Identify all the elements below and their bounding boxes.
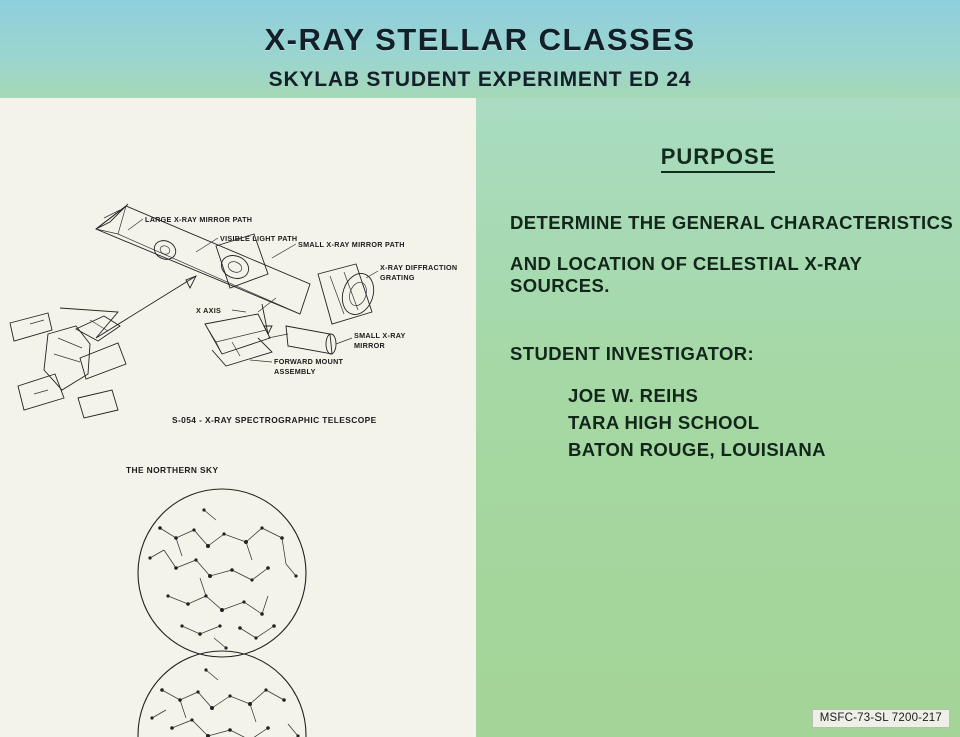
investigator-city: BATON ROUGE, LOUISIANA (568, 439, 826, 460)
investigator-details (510, 385, 960, 461)
callout-small-xray-mirror-line1: SMALL X-RAY (354, 331, 406, 340)
northern-sky-stars (148, 508, 297, 649)
telescope-assembly-sketch (96, 204, 379, 366)
northern-sky-chart (138, 489, 306, 657)
purpose-panel (476, 98, 960, 737)
investigator-label: STUDENT INVESTIGATOR: (510, 343, 755, 364)
purpose-line-2: AND LOCATION OF CELESTIAL X-RAY SOURCES. (510, 253, 862, 296)
purpose-body (476, 212, 960, 297)
callout-small-xray-mirror-path: SMALL X-RAY MIRROR PATH (298, 240, 405, 249)
investigator-school: TARA HIGH SCHOOL (568, 412, 760, 433)
southern-sky-chart (136, 651, 306, 737)
investigator-block (476, 343, 960, 461)
investigator-name: JOE W. REIHS (568, 385, 699, 406)
callout-xray-diffraction-grating-line1: X-RAY DIFFRACTION (380, 263, 458, 272)
page-title: X-RAY STELLAR CLASSES (264, 22, 696, 57)
telescope-caption: S-054 - X-RAY SPECTROGRAPHIC TELESCOPE (172, 415, 377, 425)
purpose-heading (476, 98, 960, 170)
document-code: MSFC-73-SL 7200-217 (812, 709, 950, 728)
diagram-illustration (0, 98, 476, 737)
callout-xray-diffraction-grating-line2: GRATING (380, 273, 415, 282)
callout-forward-mount-line2: ASSEMBLY (274, 367, 316, 376)
pointer-arrow (60, 276, 196, 338)
northern-sky-label: THE NORTHERN SKY (126, 465, 219, 475)
purpose-heading-text: PURPOSE (661, 144, 776, 173)
callout-visible-light-path: VISIBLE LIGHT PATH (220, 234, 298, 243)
callout-x-axis: X AXIS (196, 306, 222, 315)
figure-panel (0, 98, 476, 737)
page-subtitle: SKYLAB STUDENT EXPERIMENT ED 24 (268, 68, 692, 91)
skylab-cluster-sketch (10, 313, 126, 418)
poster-header (0, 0, 960, 98)
callout-large-xray-mirror-path: LARGE X-RAY MIRROR PATH (145, 215, 253, 224)
purpose-line-1: DETERMINE THE GENERAL CHARACTERISTICS (510, 212, 954, 233)
southern-sky-stars (150, 668, 299, 737)
callout-forward-mount-line1: FORWARD MOUNT (274, 357, 344, 366)
callout-small-xray-mirror-line2: MIRROR (354, 341, 385, 350)
